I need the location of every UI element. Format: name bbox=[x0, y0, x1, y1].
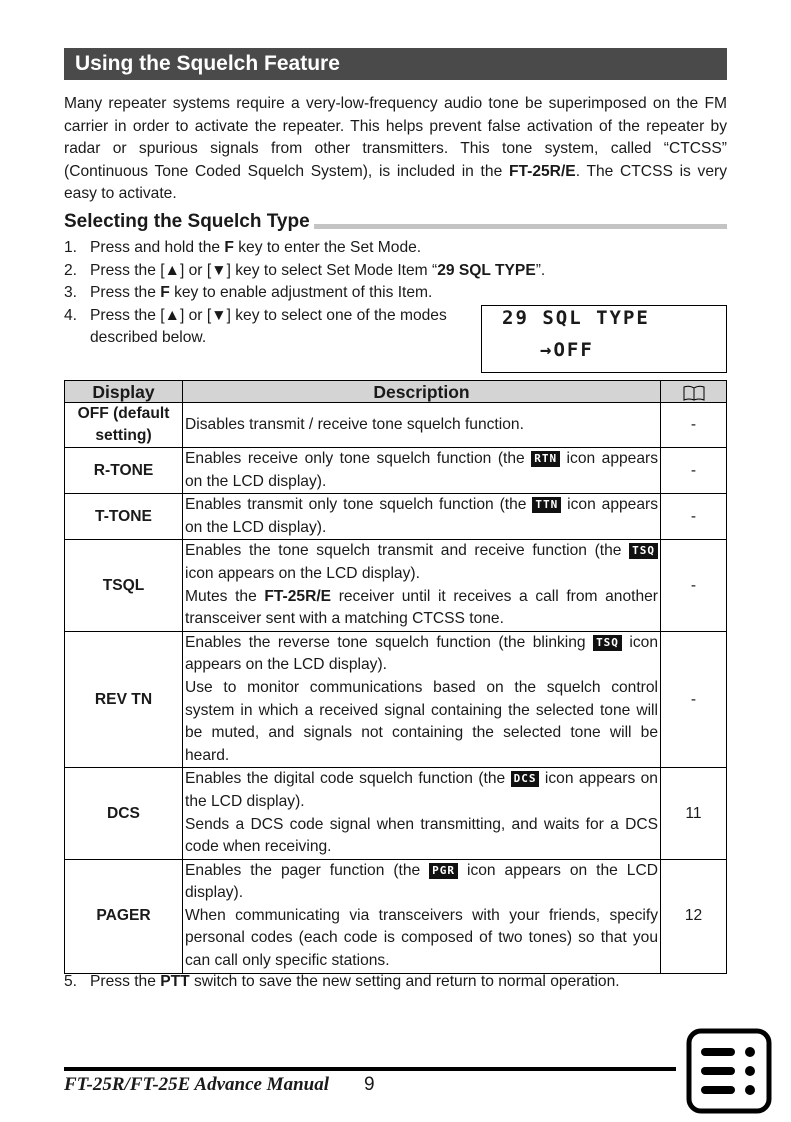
table-row bbox=[65, 540, 727, 631]
table-row bbox=[65, 859, 727, 973]
row-display: REV TN bbox=[65, 631, 183, 768]
header-display: Display bbox=[65, 381, 183, 403]
section-title: Using the Squelch Feature bbox=[64, 48, 727, 80]
sub-heading-text: Selecting the Squelch Type bbox=[64, 210, 314, 234]
step-4: 4. Press the [▲] or [▼] key to select one of the modes described below. bbox=[64, 306, 447, 347]
header-description: Description bbox=[183, 381, 661, 403]
table-row bbox=[65, 631, 727, 768]
row-page: 12 bbox=[661, 859, 727, 973]
footer-manual-title: FT-25R/FT-25E Advance Manual bbox=[64, 1074, 329, 1095]
lcd-line-1: 29 SQL TYPE bbox=[502, 307, 650, 329]
table-row bbox=[65, 403, 727, 448]
header-page bbox=[661, 381, 727, 403]
tsq-icon: TSQ bbox=[629, 543, 658, 559]
row-display: TSQL bbox=[65, 540, 183, 631]
row-display: T-TONE bbox=[65, 494, 183, 540]
table-row bbox=[65, 448, 727, 494]
dcs-icon: DCS bbox=[511, 771, 540, 787]
row-display: OFF (default setting) bbox=[65, 403, 183, 448]
rtn-icon: RTN bbox=[531, 451, 560, 467]
tsq-icon: TSQ bbox=[593, 635, 622, 651]
squelch-modes-table bbox=[64, 380, 727, 974]
row-page: - bbox=[661, 631, 727, 768]
step-3: 3. Press the F key to enable adjustment of this Item. bbox=[64, 284, 433, 302]
pgr-icon: PGR bbox=[429, 863, 458, 879]
row-page: - bbox=[661, 448, 727, 494]
menu-icon[interactable] bbox=[686, 1028, 772, 1114]
lcd-display bbox=[481, 305, 727, 373]
row-display: DCS bbox=[65, 768, 183, 859]
row-description: Enables the digital code squelch function (the DCS icon appears on the LCD display). Sends a DCS code signal when transmitting, and waits for a DCS code when receiving. bbox=[183, 768, 661, 859]
row-description: Disables transmit / receive tone squelch function. bbox=[183, 403, 661, 448]
table-row bbox=[65, 494, 727, 540]
row-description: Enables the reverse tone squelch function (the blinking TSQ icon appears on the LCD display). Use to monitor communications based on the squelch control system in which a received signal containing the selected tone will be muted, and signals not containing the selected tone will be heard. bbox=[183, 631, 661, 768]
footer-rule bbox=[64, 1067, 676, 1071]
row-description: Enables transmit only tone squelch function (the TTN icon appears on the LCD display). bbox=[183, 494, 661, 540]
table-header-row bbox=[65, 381, 727, 403]
row-description: Enables receive only tone squelch function (the RTN icon appears on the LCD display). bbox=[183, 448, 661, 494]
ttn-icon: TTN bbox=[532, 497, 561, 513]
book-icon bbox=[683, 385, 705, 401]
row-page: - bbox=[661, 540, 727, 631]
step-5: 5. Press the PTT switch to save the new setting and return to normal operation. bbox=[64, 973, 620, 990]
step-2: 2. Press the [▲] or [▼] key to select Set Mode Item “29 SQL TYPE”. bbox=[64, 261, 546, 279]
row-page: - bbox=[661, 403, 727, 448]
step-1: 1. Press and hold the F key to enter the Set Mode. bbox=[64, 239, 422, 256]
row-display: R-TONE bbox=[65, 448, 183, 494]
intro-paragraph: Many repeater systems require a very-low-frequency audio tone be superimposed on the FM carrier in order to activate the repeater. This helps prevent false activation of the repeater by radar or spurious signals from other transmitters. This tone system, called “CTCSS” (Continuous Tone Coded Squelch System), is included in the FT-25R/E. The CTCSS is very easy to activate. bbox=[64, 95, 727, 203]
row-description: Enables the pager function (the PGR icon appears on the LCD display). When communicating via transceivers with your friends, specify personal codes (each code is composed of two tones) so that you can call only specific stations. bbox=[183, 859, 661, 973]
page-number: 9 bbox=[364, 1074, 375, 1095]
row-description: Enables the tone squelch transmit and receive function (the TSQ icon appears on the LCD display). Mutes the FT-25R/E receiver until it receives a call from another transceiver sent with a matching CTCSS tone. bbox=[183, 540, 661, 631]
row-page: 11 bbox=[661, 768, 727, 859]
row-display: PAGER bbox=[65, 859, 183, 973]
row-page: - bbox=[661, 494, 727, 540]
lcd-line-2: →OFF bbox=[540, 339, 594, 361]
sub-heading bbox=[64, 210, 727, 234]
table-row bbox=[65, 768, 727, 859]
